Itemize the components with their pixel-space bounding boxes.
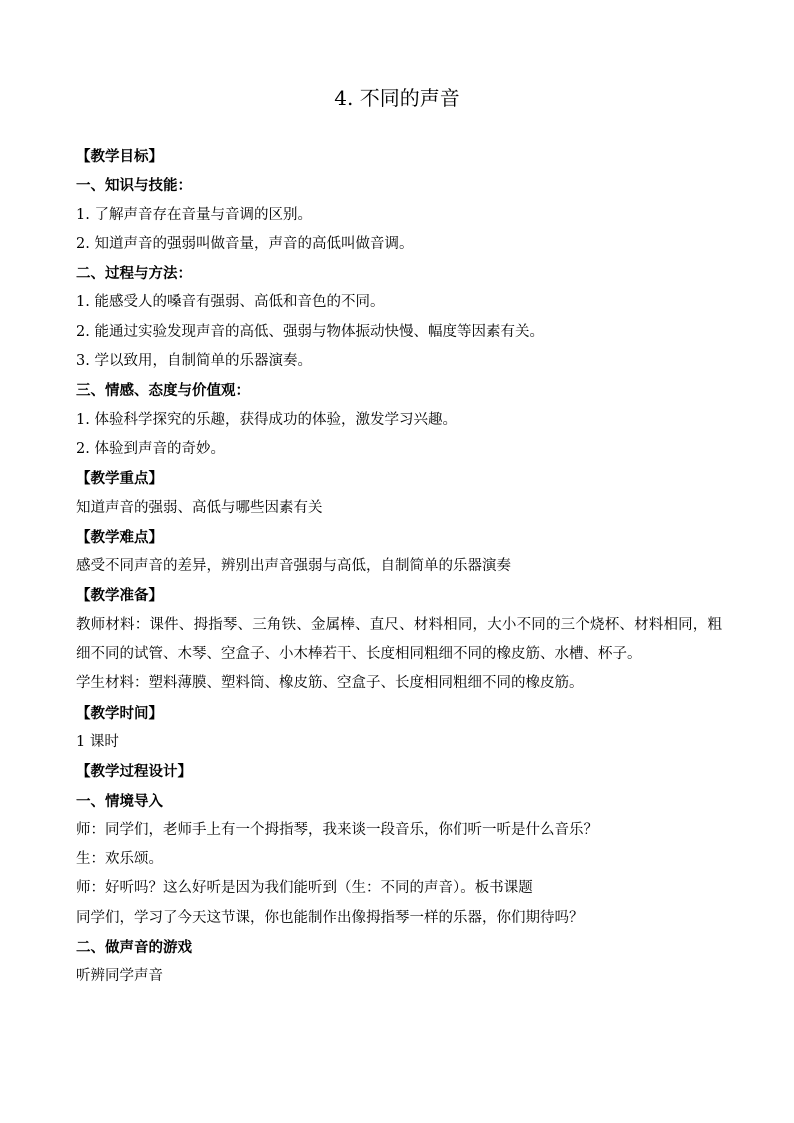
objectives-heading: 【教学目标】	[76, 148, 163, 165]
design-heading: 【教学过程设计】	[76, 763, 192, 781]
time-text: 1 课时	[76, 733, 119, 750]
process-item: 1. 能感受人的嗓音有强弱、高低和音色的不同。	[76, 294, 385, 311]
time-heading: 【教学时间】	[76, 704, 163, 722]
difficulty-text: 感受不同声音的差异，辨别出声音强弱与高低，自制简单的乐器演奏	[76, 558, 511, 575]
process-item: 2. 能通过实验发现声音的高低、强弱与物体振动快慢、幅度等因素有关。	[76, 323, 544, 340]
page-title: 4. 不同的声音	[334, 86, 460, 110]
emotion-item: 1. 体验科学探究的乐趣，获得成功的体验，激发学习兴趣。	[76, 411, 457, 428]
knowledge-heading: 一、知识与技能：	[76, 177, 192, 195]
teacher-materials: 教师材料：课件、拇指琴、三角铁、金属棒、直尺、材料相同，大小不同的三个烧杯、材料相同，粗细不同的试管、木琴、空盒子、小木棒若干、长度相同粗细不同的橡皮筋、水槽、杯子。	[76, 616, 722, 663]
key-points-text: 知道声音的强弱、高低与哪些因素有关	[76, 499, 323, 516]
preparation-heading: 【教学准备】	[76, 587, 163, 605]
intro-line: 师：同学们，老师手上有一个拇指琴，我来谈一段音乐，你们听一听是什么音乐？	[76, 821, 598, 838]
intro-line: 师：好听吗？这么好听是因为我们能听到（生：不同的声音）。板书课题	[76, 880, 533, 897]
intro-heading: 一、情境导入	[76, 792, 163, 810]
student-materials: 学生材料：塑料薄膜、塑料筒、橡皮筋、空盒子、长度相同粗细不同的橡皮筋。	[76, 675, 584, 692]
knowledge-item: 2. 知道声音的强弱叫做音量，声音的高低叫做音调。	[76, 235, 414, 252]
document-body	[76, 142, 722, 992]
difficulty-heading: 【教学难点】	[76, 528, 163, 546]
game-heading: 二、做声音的游戏	[76, 939, 192, 957]
game-text: 听辨同学声音	[76, 968, 163, 985]
knowledge-item: 1. 了解声音存在音量与音调的区别。	[76, 206, 312, 223]
intro-line: 同学们，学习了今天这节课，你也能制作出像拇指琴一样的乐器，你们期待吗？	[76, 909, 584, 926]
process-heading: 二、过程与方法：	[76, 265, 192, 283]
process-item: 3. 学以致用，自制简单的乐器演奏。	[76, 353, 312, 370]
intro-line: 生：欢乐颂。	[76, 851, 163, 868]
emotion-item: 2. 体验到声音的奇妙。	[76, 440, 225, 457]
emotion-heading: 三、情感、态度与价值观：	[76, 382, 250, 400]
key-points-heading: 【教学重点】	[76, 470, 163, 488]
